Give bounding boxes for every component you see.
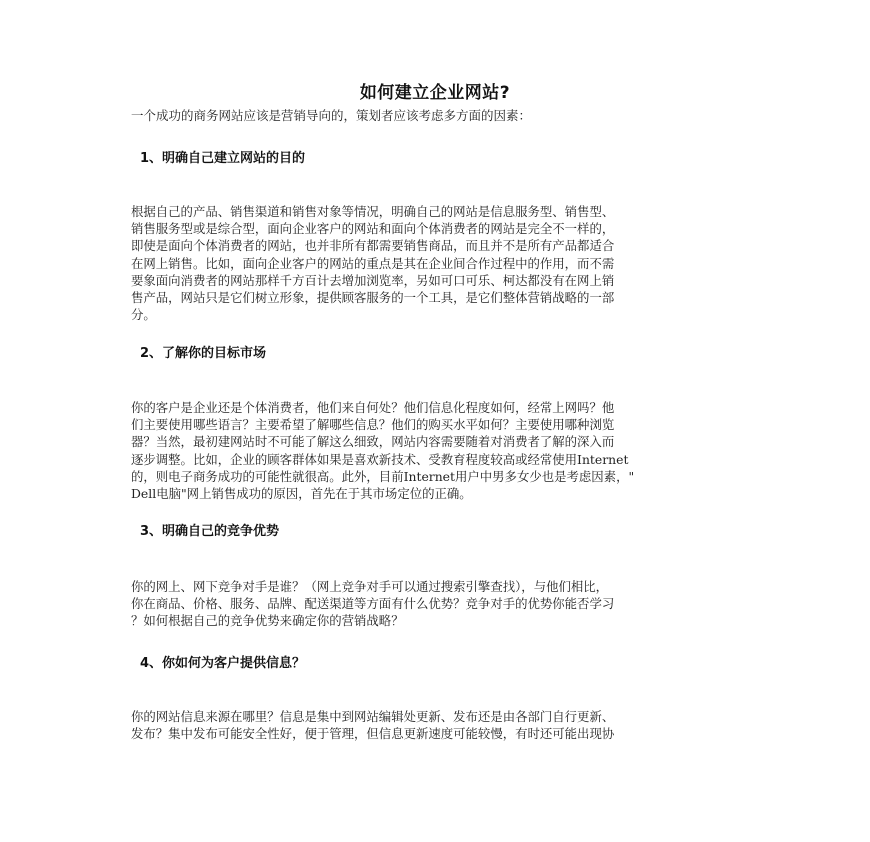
paragraph-line: 根据自己的产品、销售渠道和销售对象等情况，明确自己的网站是信息服务型、销售型、 xyxy=(131,204,615,219)
paragraph-line: ？如何根据自己的竞争优势来确定你的营销战略？ xyxy=(131,613,404,629)
paragraph-line: 们主要使用哪些语言？主要希望了解哪些信息？他们的购买水平如何？主要使用哪种浏览 xyxy=(131,417,615,433)
intro-text: 一个成功的商务网站应该是营销导向的，策划者应该考虑多方面的因素： xyxy=(131,108,532,123)
paragraph-line: Dell电脑"网上销售成功的原因，首先在于其市场定位的正确。 xyxy=(131,485,472,501)
section-1-paragraph xyxy=(131,203,741,323)
paragraph-line: 的，则电子商务成功的可能性就很高。此外，目前Internet用户中男多女少也是考虑因素，" xyxy=(131,468,635,484)
paragraph-line: 器？当然，最初建网站时不可能了解这么细致，网站内容需要随着对消费者了解的深入而 xyxy=(131,434,615,450)
paragraph-line: 销售服务型或是综合型，面向企业客户的网站和面向个体消费者的网站是完全不一样的， xyxy=(131,221,615,237)
paragraph-line: 你的客户是企业还是个体消费者，他们来自何处？他们信息化程度如何，经常上网吗？他 xyxy=(131,400,615,415)
section-1-heading: 1、明确自己建立网站的目的 xyxy=(140,151,306,166)
section-3-heading: 3、明确自己的竞争优势 xyxy=(140,524,280,539)
section-3-paragraph xyxy=(131,578,741,630)
section-2-paragraph xyxy=(131,399,741,502)
paragraph-line: 你的网上、网下竞争对手是谁？（网上竞争对手可以通过搜索引擎查找），与他们相比， xyxy=(131,579,609,594)
paragraph-line: 发布？集中发布可能安全性好，便于管理，但信息更新速度可能较慢，有时还可能出现协 xyxy=(131,726,615,742)
paragraph-line: 要象面向消费者的网站那样千方百计去增加浏览率，另如可口可乐、柯达都没有在网上销 xyxy=(131,272,615,288)
section-4-heading: 4、你如何为客户提供信息？ xyxy=(140,656,306,671)
section-2-heading: 2、了解你的目标市场 xyxy=(140,346,267,361)
section-4-paragraph xyxy=(131,708,741,742)
paragraph-line: 在网上销售。比如，面向企业客户的网站的重点是其在企业间合作过程中的作用，而不需 xyxy=(131,255,615,271)
paragraph-line: 即使是面向个体消费者的网站，也并非所有都需要销售商品，而且并不是所有产品都适合 xyxy=(131,238,615,254)
paragraph-line: 你在商品、价格、服务、品牌、配送渠道等方面有什么优势？竞争对手的优势你能否学习 xyxy=(131,596,615,612)
paragraph-line: 你的网站信息来源在哪里？信息是集中到网站编辑处更新、发布还是由各部门自行更新、 xyxy=(131,709,615,724)
paragraph-line: 分。 xyxy=(131,307,156,323)
document-title: 如何建立企业网站? xyxy=(359,83,511,103)
paragraph-line: 售产品，网站只是它们树立形象，提供顾客服务的一个工具，是它们整体营销战略的一部 xyxy=(131,289,615,305)
paragraph-line: 逐步调整。比如，企业的顾客群体如果是喜欢新技术、受教育程度较高或经常使用Internet xyxy=(131,451,629,467)
